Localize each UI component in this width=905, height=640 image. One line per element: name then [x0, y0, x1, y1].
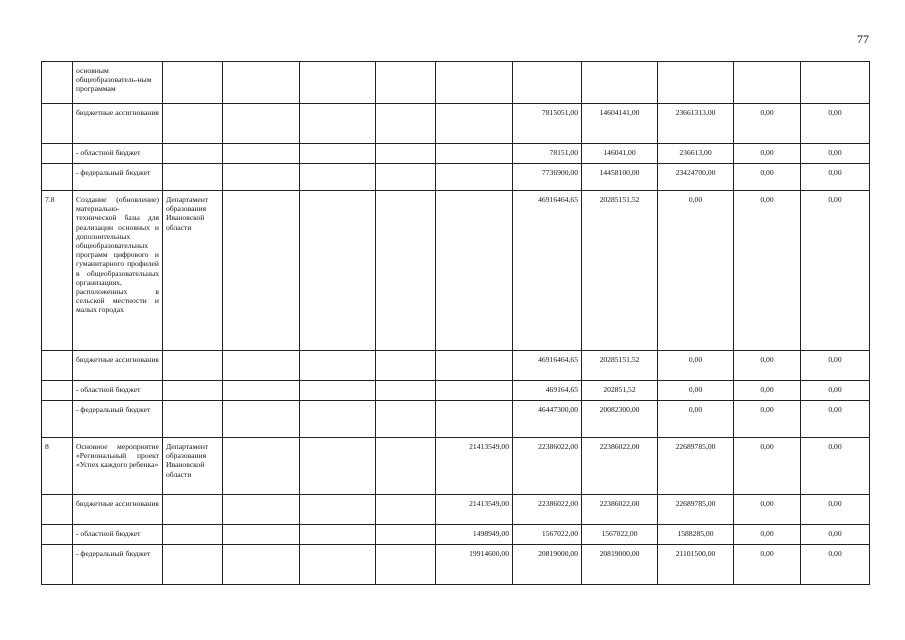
amount-cell-v4 — [436, 351, 513, 381]
amount-cell-v2 — [300, 495, 376, 525]
amount-cell-v6: 20285151,52 — [582, 191, 658, 351]
item-name-cell: - областной бюджет — [73, 525, 163, 545]
amount-cell-v6: 20285151,52 — [582, 351, 658, 381]
row-number-cell — [42, 104, 73, 144]
amount-cell-v2 — [300, 545, 376, 585]
amount-cell-v3 — [376, 351, 436, 381]
amount-cell-v5: 22386022,00 — [513, 438, 582, 495]
amount-cell-v8 — [734, 62, 801, 104]
row-number-cell — [42, 164, 73, 191]
amount-cell-v1 — [223, 438, 300, 495]
amount-cell-v3 — [376, 401, 436, 438]
item-name-cell: - федеральный бюджет — [73, 545, 163, 585]
item-name-cell: бюджетные ассигнования — [73, 351, 163, 381]
amount-cell-v7: 22689785,00 — [658, 438, 734, 495]
executor-cell — [163, 401, 223, 438]
executor-cell: Департамент образования Ивановской области — [163, 438, 223, 495]
table-row — [42, 545, 870, 585]
amount-cell-v6: 14458100,00 — [582, 164, 658, 191]
amount-cell-v9: 0,00 — [801, 351, 870, 381]
page-number: 77 — [857, 32, 869, 46]
amount-cell-v9: 0,00 — [801, 525, 870, 545]
amount-cell-v8: 0,00 — [734, 525, 801, 545]
budget-table — [41, 61, 870, 585]
amount-cell-v2 — [300, 381, 376, 401]
amount-cell-v3 — [376, 495, 436, 525]
amount-cell-v8: 0,00 — [734, 104, 801, 144]
amount-cell-v5: 1567022,00 — [513, 525, 582, 545]
amount-cell-v5: 22386022,00 — [513, 495, 582, 525]
table-row — [42, 351, 870, 381]
amount-cell-v5 — [513, 62, 582, 104]
amount-cell-v3 — [376, 62, 436, 104]
item-name-cell: Создание (обновление) материально-технической базы для реализации основных и дополнительных общеобразовательных программ цифрового и гуманитарного профилей в общеобразовательных организациях, расположенных в сельской местности и малых городах — [73, 191, 163, 351]
amount-cell-v6: 202851,52 — [582, 381, 658, 401]
table-row — [42, 62, 870, 104]
amount-cell-v8: 0,00 — [734, 164, 801, 191]
amount-cell-v8: 0,00 — [734, 401, 801, 438]
executor-cell — [163, 164, 223, 191]
amount-cell-v7: 23661313,00 — [658, 104, 734, 144]
amount-cell-v7: 1588285,00 — [658, 525, 734, 545]
amount-cell-v1 — [223, 104, 300, 144]
amount-cell-v6 — [582, 62, 658, 104]
amount-cell-v9: 0,00 — [801, 495, 870, 525]
amount-cell-v4 — [436, 62, 513, 104]
amount-cell-v2 — [300, 438, 376, 495]
table-row — [42, 525, 870, 545]
amount-cell-v9 — [801, 62, 870, 104]
amount-cell-v9: 0,00 — [801, 401, 870, 438]
amount-cell-v2 — [300, 144, 376, 164]
table-row — [42, 438, 870, 495]
amount-cell-v2 — [300, 191, 376, 351]
amount-cell-v6: 14604141,00 — [582, 104, 658, 144]
row-number-cell — [42, 525, 73, 545]
row-number-cell: 7.8 — [42, 191, 73, 351]
amount-cell-v3 — [376, 104, 436, 144]
row-number-cell — [42, 545, 73, 585]
table-row — [42, 401, 870, 438]
amount-cell-v5: 20819000,00 — [513, 545, 582, 585]
amount-cell-v8: 0,00 — [734, 191, 801, 351]
amount-cell-v1 — [223, 401, 300, 438]
amount-cell-v9: 0,00 — [801, 191, 870, 351]
amount-cell-v6: 22386022,00 — [582, 438, 658, 495]
amount-cell-v3 — [376, 525, 436, 545]
amount-cell-v7: 0,00 — [658, 351, 734, 381]
row-number-cell — [42, 495, 73, 525]
row-number-cell — [42, 62, 73, 104]
item-name-cell: бюджетные ассигнования — [73, 495, 163, 525]
table-row — [42, 104, 870, 144]
amount-cell-v7: 21101500,00 — [658, 545, 734, 585]
executor-cell — [163, 545, 223, 585]
amount-cell-v7: 0,00 — [658, 191, 734, 351]
amount-cell-v6: 1567022,00 — [582, 525, 658, 545]
amount-cell-v5: 46916464,65 — [513, 191, 582, 351]
amount-cell-v4 — [436, 144, 513, 164]
amount-cell-v6: 22386022,00 — [582, 495, 658, 525]
executor-cell — [163, 381, 223, 401]
amount-cell-v9: 0,00 — [801, 104, 870, 144]
item-name-cell: бюджетные ассигнования — [73, 104, 163, 144]
executor-cell — [163, 351, 223, 381]
amount-cell-v4 — [436, 104, 513, 144]
amount-cell-v3 — [376, 164, 436, 191]
amount-cell-v4 — [436, 401, 513, 438]
amount-cell-v3 — [376, 191, 436, 351]
amount-cell-v7: 22689785,00 — [658, 495, 734, 525]
amount-cell-v4: 1498949,00 — [436, 525, 513, 545]
executor-cell — [163, 104, 223, 144]
amount-cell-v8: 0,00 — [734, 144, 801, 164]
item-name-cell: - федеральный бюджет — [73, 401, 163, 438]
executor-cell — [163, 525, 223, 545]
row-number-cell — [42, 144, 73, 164]
item-name-cell: основным общеобразователь-ным программам — [73, 62, 163, 104]
amount-cell-v9: 0,00 — [801, 381, 870, 401]
amount-cell-v9: 0,00 — [801, 164, 870, 191]
amount-cell-v4: 21413549,00 — [436, 495, 513, 525]
amount-cell-v9: 0,00 — [801, 438, 870, 495]
item-name-cell: - областной бюджет — [73, 381, 163, 401]
executor-cell — [163, 495, 223, 525]
executor-cell: Департамент образования Ивановской области — [163, 191, 223, 351]
amount-cell-v5: 7815051,00 — [513, 104, 582, 144]
amount-cell-v4 — [436, 381, 513, 401]
amount-cell-v8: 0,00 — [734, 351, 801, 381]
amount-cell-v8: 0,00 — [734, 438, 801, 495]
amount-cell-v5: 7736900,00 — [513, 164, 582, 191]
amount-cell-v8: 0,00 — [734, 495, 801, 525]
amount-cell-v4 — [436, 191, 513, 351]
row-number-cell: 8 — [42, 438, 73, 495]
amount-cell-v3 — [376, 438, 436, 495]
amount-cell-v4 — [436, 164, 513, 191]
amount-cell-v7: 236613,00 — [658, 144, 734, 164]
amount-cell-v3 — [376, 144, 436, 164]
amount-cell-v2 — [300, 401, 376, 438]
amount-cell-v2 — [300, 164, 376, 191]
amount-cell-v2 — [300, 104, 376, 144]
table-row — [42, 381, 870, 401]
amount-cell-v8: 0,00 — [734, 381, 801, 401]
executor-cell — [163, 144, 223, 164]
row-number-cell — [42, 401, 73, 438]
executor-cell — [163, 62, 223, 104]
amount-cell-v1 — [223, 191, 300, 351]
table-row — [42, 164, 870, 191]
amount-cell-v1 — [223, 351, 300, 381]
item-name-cell: - областной бюджет — [73, 144, 163, 164]
amount-cell-v1 — [223, 525, 300, 545]
table-row — [42, 191, 870, 351]
amount-cell-v1 — [223, 381, 300, 401]
amount-cell-v2 — [300, 525, 376, 545]
amount-cell-v2 — [300, 351, 376, 381]
amount-cell-v7 — [658, 62, 734, 104]
amount-cell-v2 — [300, 62, 376, 104]
amount-cell-v3 — [376, 545, 436, 585]
amount-cell-v3 — [376, 381, 436, 401]
amount-cell-v5: 46447300,00 — [513, 401, 582, 438]
amount-cell-v7: 0,00 — [658, 381, 734, 401]
amount-cell-v4: 19914600,00 — [436, 545, 513, 585]
amount-cell-v7: 0,00 — [658, 401, 734, 438]
amount-cell-v8: 0,00 — [734, 545, 801, 585]
item-name-cell: Основное мероприятие «Региональный проект «Успех каждого ребенка» — [73, 438, 163, 495]
amount-cell-v1 — [223, 62, 300, 104]
item-name-cell: - федеральный бюджет — [73, 164, 163, 191]
amount-cell-v5: 78151,00 — [513, 144, 582, 164]
amount-cell-v6: 20082300,00 — [582, 401, 658, 438]
amount-cell-v1 — [223, 164, 300, 191]
amount-cell-v5: 469164,65 — [513, 381, 582, 401]
amount-cell-v1 — [223, 545, 300, 585]
amount-cell-v6: 146041,00 — [582, 144, 658, 164]
amount-cell-v1 — [223, 495, 300, 525]
amount-cell-v1 — [223, 144, 300, 164]
amount-cell-v5: 46916464,65 — [513, 351, 582, 381]
amount-cell-v4: 21413549,00 — [436, 438, 513, 495]
amount-cell-v7: 23424700,00 — [658, 164, 734, 191]
table-row — [42, 495, 870, 525]
amount-cell-v6: 20819000,00 — [582, 545, 658, 585]
table-row — [42, 144, 870, 164]
row-number-cell — [42, 381, 73, 401]
amount-cell-v9: 0,00 — [801, 144, 870, 164]
row-number-cell — [42, 351, 73, 381]
amount-cell-v9: 0,00 — [801, 545, 870, 585]
